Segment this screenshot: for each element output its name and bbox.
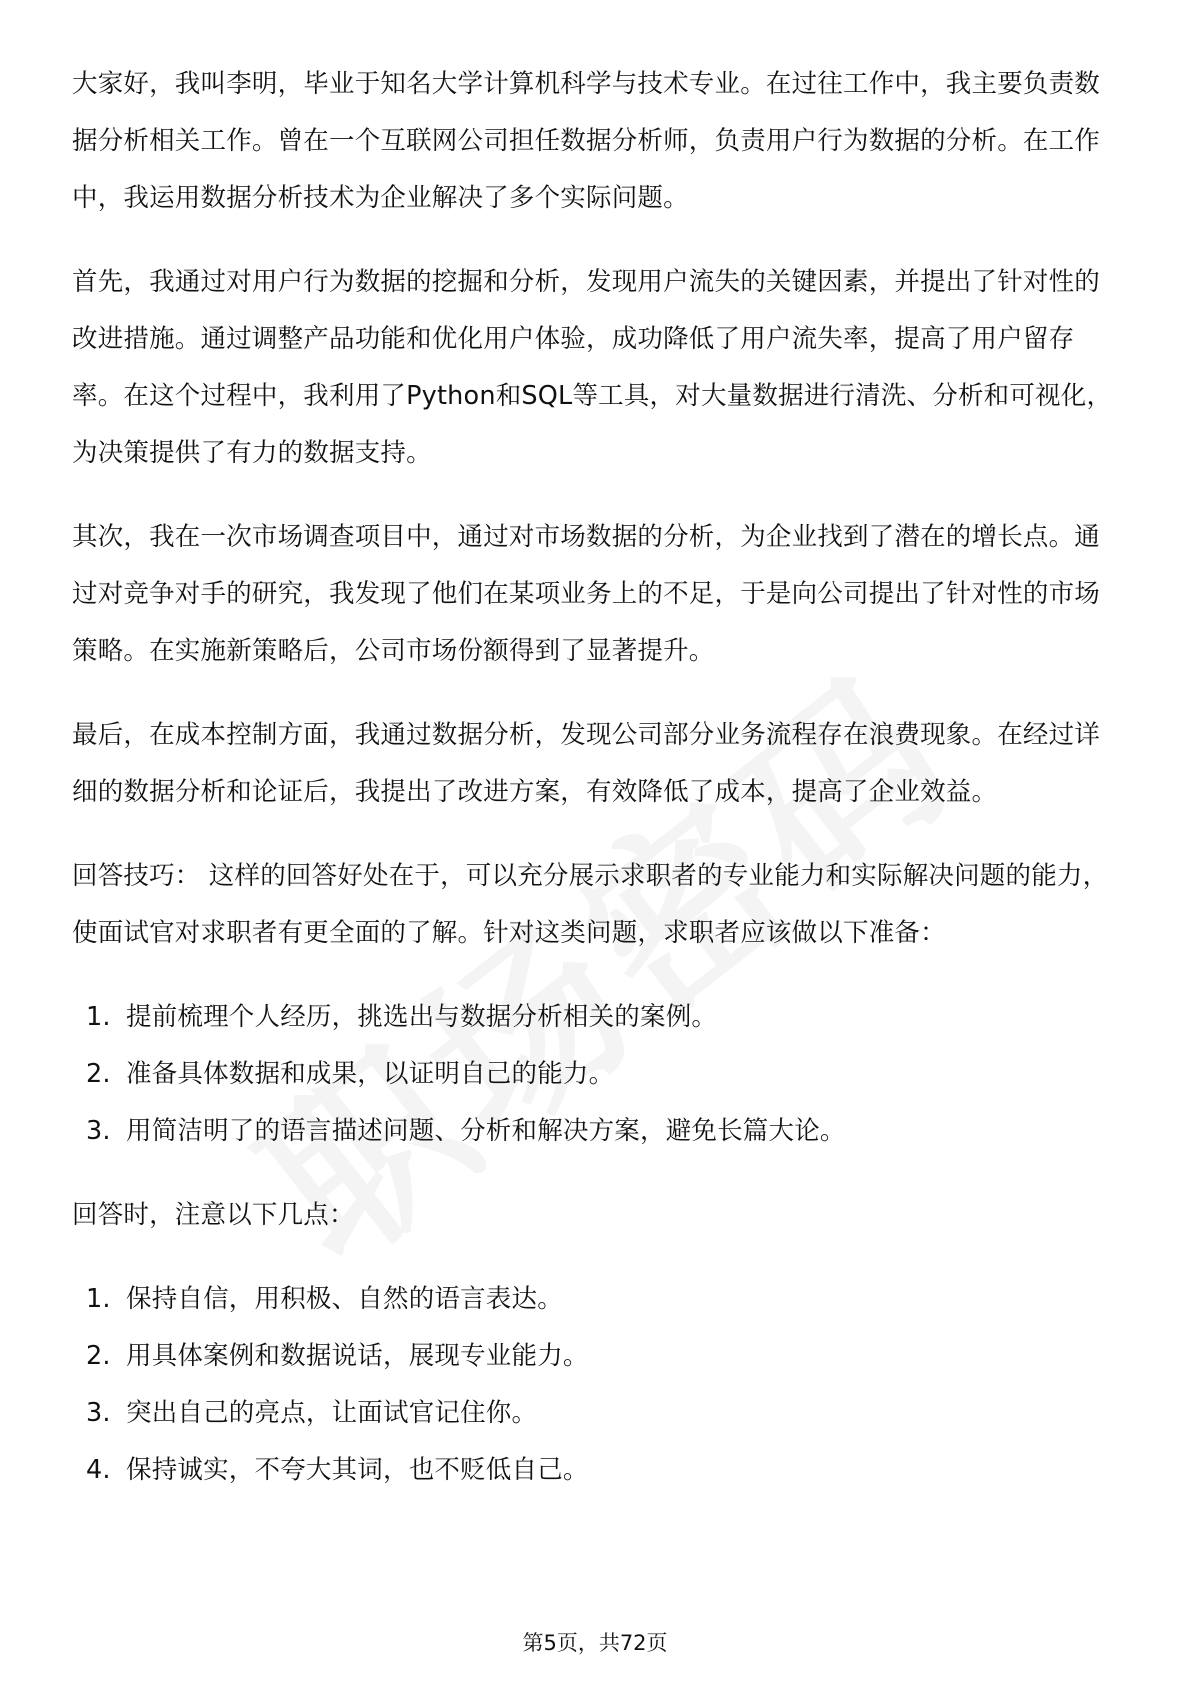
paragraph-last: 最后，在成本控制方面，我通过数据分析，发现公司部分业务流程存在浪费现象。在经过详细的数据分析和论证后，我提出了改进方案，有效降低了成本，提高了企业效益。	[72, 720, 1101, 807]
list-number: 2.	[86, 1341, 111, 1371]
paragraph-first: 首先，我通过对用户行为数据的挖掘和分析，发现用户流失的关键因素，并提出了针对性的改进措施。通过调整产品功能和优化用户体验，成功降低了用户流失率，提高了用户留存率。在这个过程中，我利用了Python和SQL等工具，对大量数据进行清洗、分析和可视化，为决策提供了有力的数据支持。	[72, 267, 1113, 468]
list-item	[72, 989, 1118, 1046]
notes-list	[72, 1271, 1118, 1499]
paragraph-intro: 大家好，我叫李明，毕业于知名大学计算机科学与技术专业。在过往工作中，我主要负责数据分析相关工作。曾在一个互联网公司担任数据分析师，负责用户行为数据的分析。在工作中，我运用数据分析技术为企业解决了多个实际问题。	[72, 69, 1101, 213]
list-item	[72, 1046, 1118, 1103]
list-item	[72, 1328, 1118, 1385]
list-item	[72, 1103, 1118, 1160]
list-item	[72, 1271, 1118, 1328]
list-number: 2.	[86, 1059, 111, 1089]
paragraph-tips: 回答技巧： 这样的回答好处在于，可以充分展示求职者的专业能力和实际解决问题的能力，使面试官对求职者有更全面的了解。针对这类问题，求职者应该做以下准备：	[72, 861, 1109, 948]
page-footer: 第5页，共72页	[522, 1631, 668, 1655]
notes-intro: 回答时，注意以下几点：	[72, 1200, 355, 1230]
list-text: 提前梳理个人经历，挑选出与数据分析相关的案例。	[126, 1002, 718, 1032]
list-number: 1.	[86, 1284, 111, 1314]
list-number: 1.	[86, 1002, 111, 1032]
list-number: 3.	[86, 1116, 111, 1146]
list-item	[72, 1385, 1118, 1442]
list-number: 4.	[86, 1455, 111, 1485]
prep-list	[72, 989, 1118, 1160]
list-item	[72, 1442, 1118, 1499]
list-text: 保持自信，用积极、自然的语言表达。	[126, 1284, 563, 1314]
list-text: 突出自己的亮点，让面试官记住你。	[126, 1398, 538, 1428]
list-text: 保持诚实，不夸大其词，也不贬低自己。	[126, 1455, 589, 1485]
list-text: 用简洁明了的语言描述问题、分析和解决方案，避免长篇大论。	[126, 1116, 846, 1146]
list-text: 用具体案例和数据说话，展现专业能力。	[126, 1341, 589, 1371]
paragraph-second: 其次，我在一次市场调查项目中，通过对市场数据的分析，为企业找到了潜在的增长点。通过对竞争对手的研究，我发现了他们在某项业务上的不足，于是向公司提出了针对性的市场策略。在实施新策略后，公司市场份额得到了显著提升。	[72, 522, 1101, 666]
list-number: 3.	[86, 1398, 111, 1428]
list-text: 准备具体数据和成果，以证明自己的能力。	[126, 1059, 615, 1089]
document-body	[72, 56, 1118, 1526]
